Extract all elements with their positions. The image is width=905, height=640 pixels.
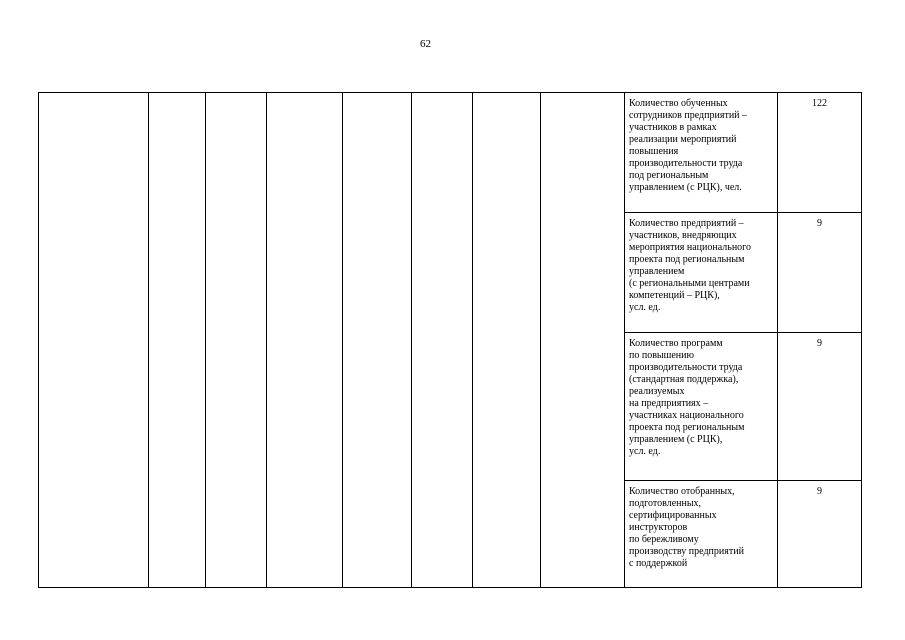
document-table [38, 92, 862, 588]
empty-cell [267, 93, 343, 588]
empty-cell [149, 93, 206, 588]
empty-cell [473, 93, 541, 588]
empty-cell [412, 93, 473, 588]
page-number: 62 [420, 38, 431, 50]
empty-cell [39, 93, 149, 588]
value-cell: 9 [778, 481, 862, 588]
empty-cell [343, 93, 412, 588]
indicator-cell: Количество предприятий – участников, внедряющих мероприятия национального проекта под региональным управлением (с региональными центрами компетенций – РЦК), усл. ед. [625, 213, 778, 333]
empty-cell [541, 93, 625, 588]
indicator-cell: Количество программ по повышению производительности труда (стандартная поддержка), реализуемых на предприятиях – участниках национального проекта под региональным управлением (с РЦК), усл. ед. [625, 333, 778, 481]
value-cell: 122 [778, 93, 862, 213]
empty-cell [206, 93, 267, 588]
value-cell: 9 [778, 213, 862, 333]
table-row [39, 93, 862, 213]
indicator-cell: Количество отобранных, подготовленных, сертифицированных инструкторов по бережливому производству предприятий с поддержкой [625, 481, 778, 588]
value-cell: 9 [778, 333, 862, 481]
indicator-cell: Количество обученных сотрудников предприятий – участников в рамках реализации мероприятий повышения производительности труда под региональным управлением (с РЦК), чел. [625, 93, 778, 213]
